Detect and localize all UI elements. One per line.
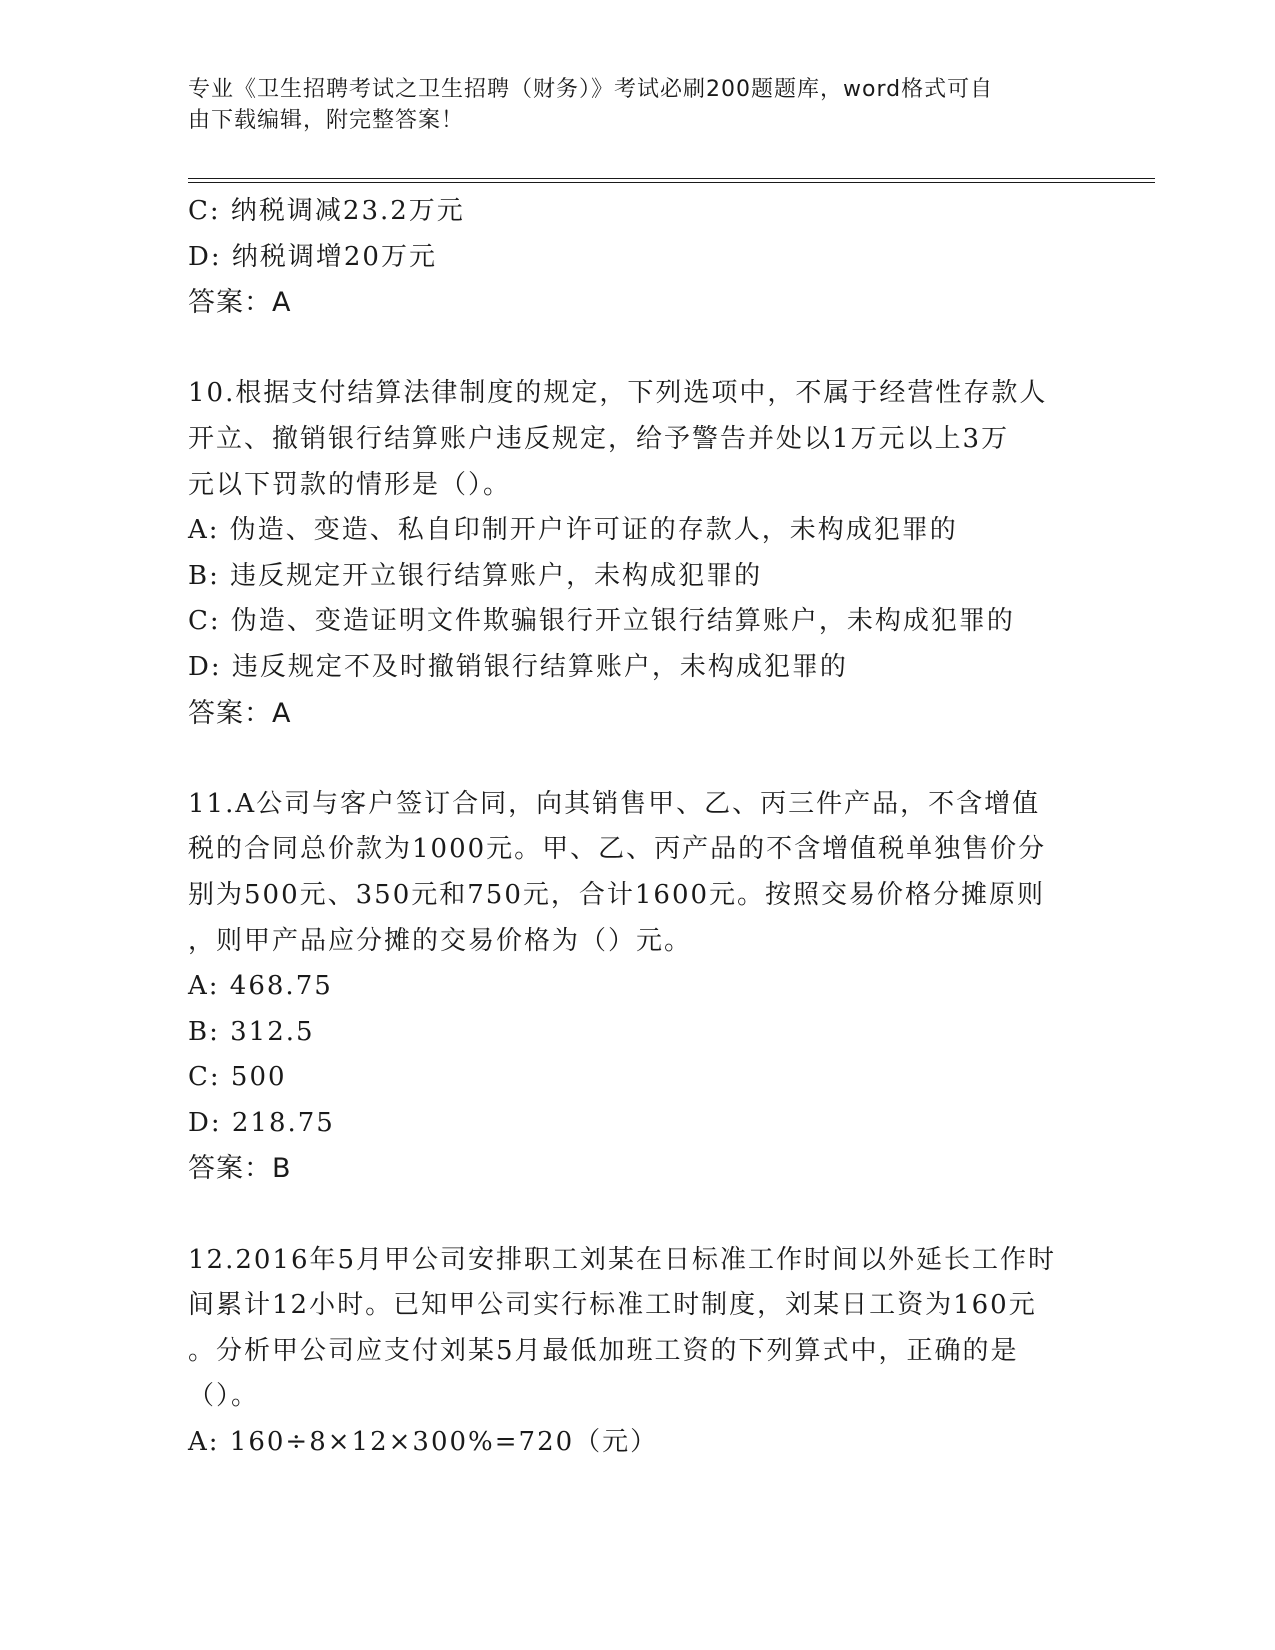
question-12 (188, 1238, 1088, 1466)
option-d: D: 违反规定不及时撤销银行结算账户，未构成犯罪的 (188, 651, 848, 682)
question-stem: 元以下罚款的情形是（）。 (188, 469, 512, 500)
option-d: D: 纳税调增20万元 (188, 241, 437, 272)
spacer (188, 326, 1088, 372)
option-d: D: 218.75 (188, 1107, 335, 1138)
option-a: A: 160÷8×12×300%=720（元） (188, 1427, 659, 1458)
question-stem: 10.根据支付结算法律制度的规定，下列选项中，不属于经营性存款人 (188, 378, 1048, 409)
option-a: A: 468.75 (188, 971, 333, 1002)
option-b: B: 违反规定开立银行结算账户，未构成犯罪的 (188, 560, 763, 591)
option-c: C: 纳税调减23.2万元 (188, 196, 465, 226)
question-stem: （）。 (188, 1381, 260, 1412)
option-c: C: 伪造、变造证明文件欺骗银行开立银行结算账户，未构成犯罪的 (188, 606, 1015, 637)
header-line-2: 由下载编辑，附完整答案！ (188, 108, 465, 133)
header-line-1: 专业《卫生招聘考试之卫生招聘（财务）》考试必刷200题题库，word格式可自 (188, 77, 994, 102)
option-c: C: 500 (188, 1062, 287, 1093)
page-header (188, 74, 1088, 136)
question-10 (188, 371, 1088, 736)
question-stem: 别为500元、350元和750元，合计1600元。按照交易价格分摊原则 (188, 879, 1046, 910)
header-divider-top (188, 178, 1155, 179)
option-b: B: 312.5 (188, 1016, 315, 1047)
question-stem: ，则甲产品应分摊的交易价格为（）元。 (188, 925, 693, 956)
question-stem: 开立、撤销银行结算账户违反规定，给予警告并处以1万元以上3万 (188, 423, 1010, 454)
question-9-tail (188, 189, 1088, 326)
option-a: A: 伪造、变造、私自印制开户许可证的存款人，未构成犯罪的 (188, 515, 958, 546)
question-stem: 税的合同总价款为1000元。甲、乙、丙产品的不含增值税单独售价分 (188, 834, 1047, 865)
answer: 答案：B (188, 1153, 292, 1185)
spacer (188, 736, 1088, 782)
question-stem: 间累计12小时。已知甲公司实行标准工时制度，刘某日工资为160元 (188, 1290, 1037, 1321)
document-body (188, 189, 1088, 1466)
answer: 答案：A (188, 287, 292, 319)
spacer (188, 1192, 1088, 1238)
answer: 答案：A (188, 697, 292, 729)
question-stem: 。分析甲公司应支付刘某5月最低加班工资的下列算式中，正确的是 (188, 1335, 1019, 1366)
header-divider-bottom (188, 182, 1155, 183)
question-stem: 11.A公司与客户签订合同，向其销售甲、乙、丙三件产品，不含增值 (188, 788, 1041, 819)
question-11 (188, 782, 1088, 1192)
question-stem: 12.2016年5月甲公司安排职工刘某在日标准工作时间以外延长工作时 (188, 1244, 1057, 1275)
